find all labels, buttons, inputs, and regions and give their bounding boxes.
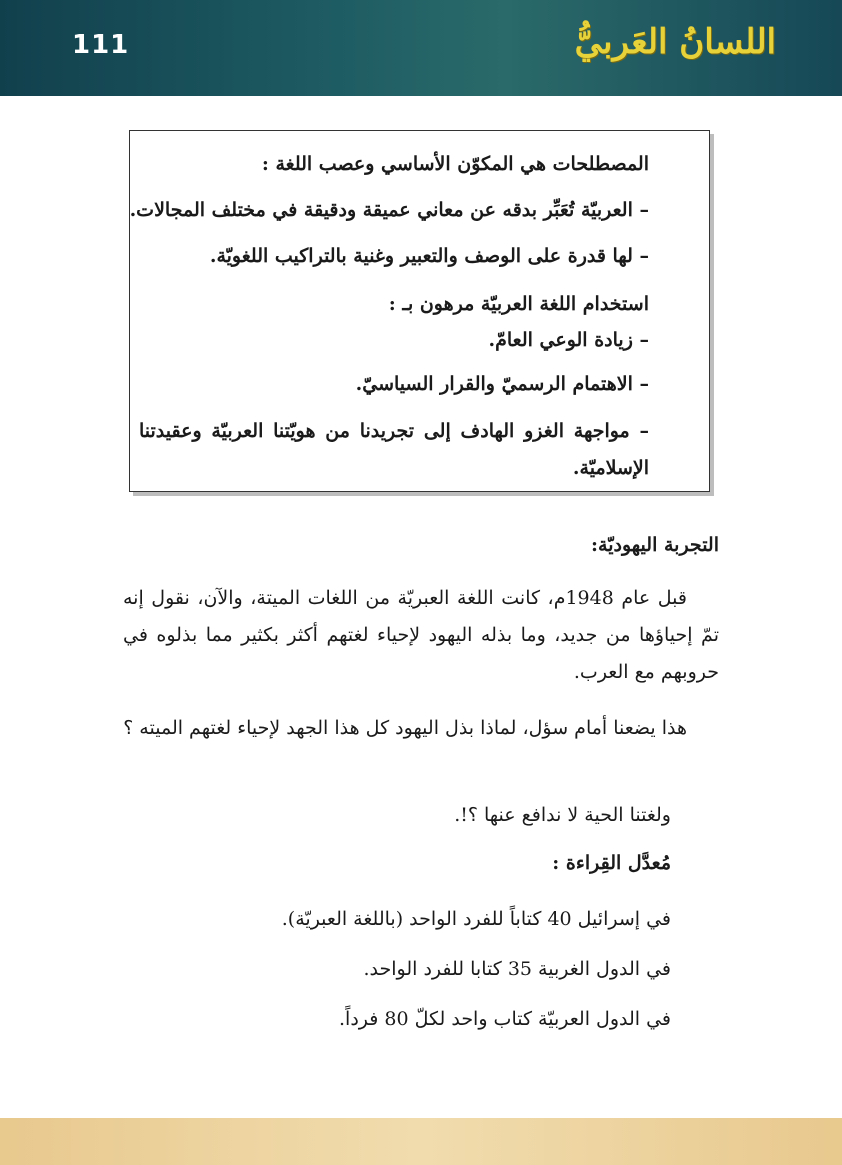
box-line: المصطلحات هي المكوّن الأساسي وعصب اللغة :	[261, 153, 649, 175]
paragraph: ولغتنا الحية لا ندافع عنها ؟!.	[454, 804, 671, 826]
page-footer	[0, 1118, 842, 1165]
box-line: استخدام اللغة العربيّة مرهون بـ :	[388, 293, 649, 315]
reading-rate-item: في إسرائيل 40 كتاباً للفرد الواحد (باللغة العبريّة).	[281, 908, 671, 930]
box-line: – مواجهة الغزو الهادف إلى تجريدنا من هويّتنا العربيّة وعقيدتنا الإسلاميّة.	[139, 420, 649, 479]
summary-box	[129, 130, 710, 492]
paragraph: قبل عام 1948م، كانت اللغة العبريّة من اللغات الميتة، والآن، نقول إنه تمّ إحياؤها من جديد، وما بذله اليهود لإحياء لغتهم أكثر بكثير مما بذلوه في حروبهم مع العرب.	[123, 587, 719, 683]
box-line: – الاهتمام الرسميّ والقرار السياسيّ.	[355, 373, 649, 395]
paragraph: هذا يضعنا أمام سؤل، لماذا بذل اليهود كل هذا الجهد لإحياء لغتهم الميته ؟	[123, 717, 687, 739]
box-line: – لها قدرة على الوصف والتعبير وغنية بالتراكيب اللغويّة.	[209, 245, 649, 267]
reading-rate-item: في الدول الغربية 35 كتابا للفرد الواحد.	[363, 958, 671, 980]
publication-logo: اللسانُ العَربيُّ	[574, 22, 776, 62]
page-header	[0, 0, 842, 96]
reading-rate-item: في الدول العربيّة كتاب واحد لكلّ 80 فرداً.	[339, 1008, 671, 1030]
page-number: 111	[72, 30, 130, 60]
box-line: – العربيّة تُعَبِّر بدقه عن معاني عميقة ودقيقة في مختلف المجالات.	[129, 199, 649, 221]
box-line: – زيادة الوعي العامّ.	[488, 329, 649, 351]
reading-rate-heading: مُعدَّل القِراءة :	[552, 852, 671, 874]
section-heading: التجربة اليهوديّة:	[591, 534, 719, 556]
